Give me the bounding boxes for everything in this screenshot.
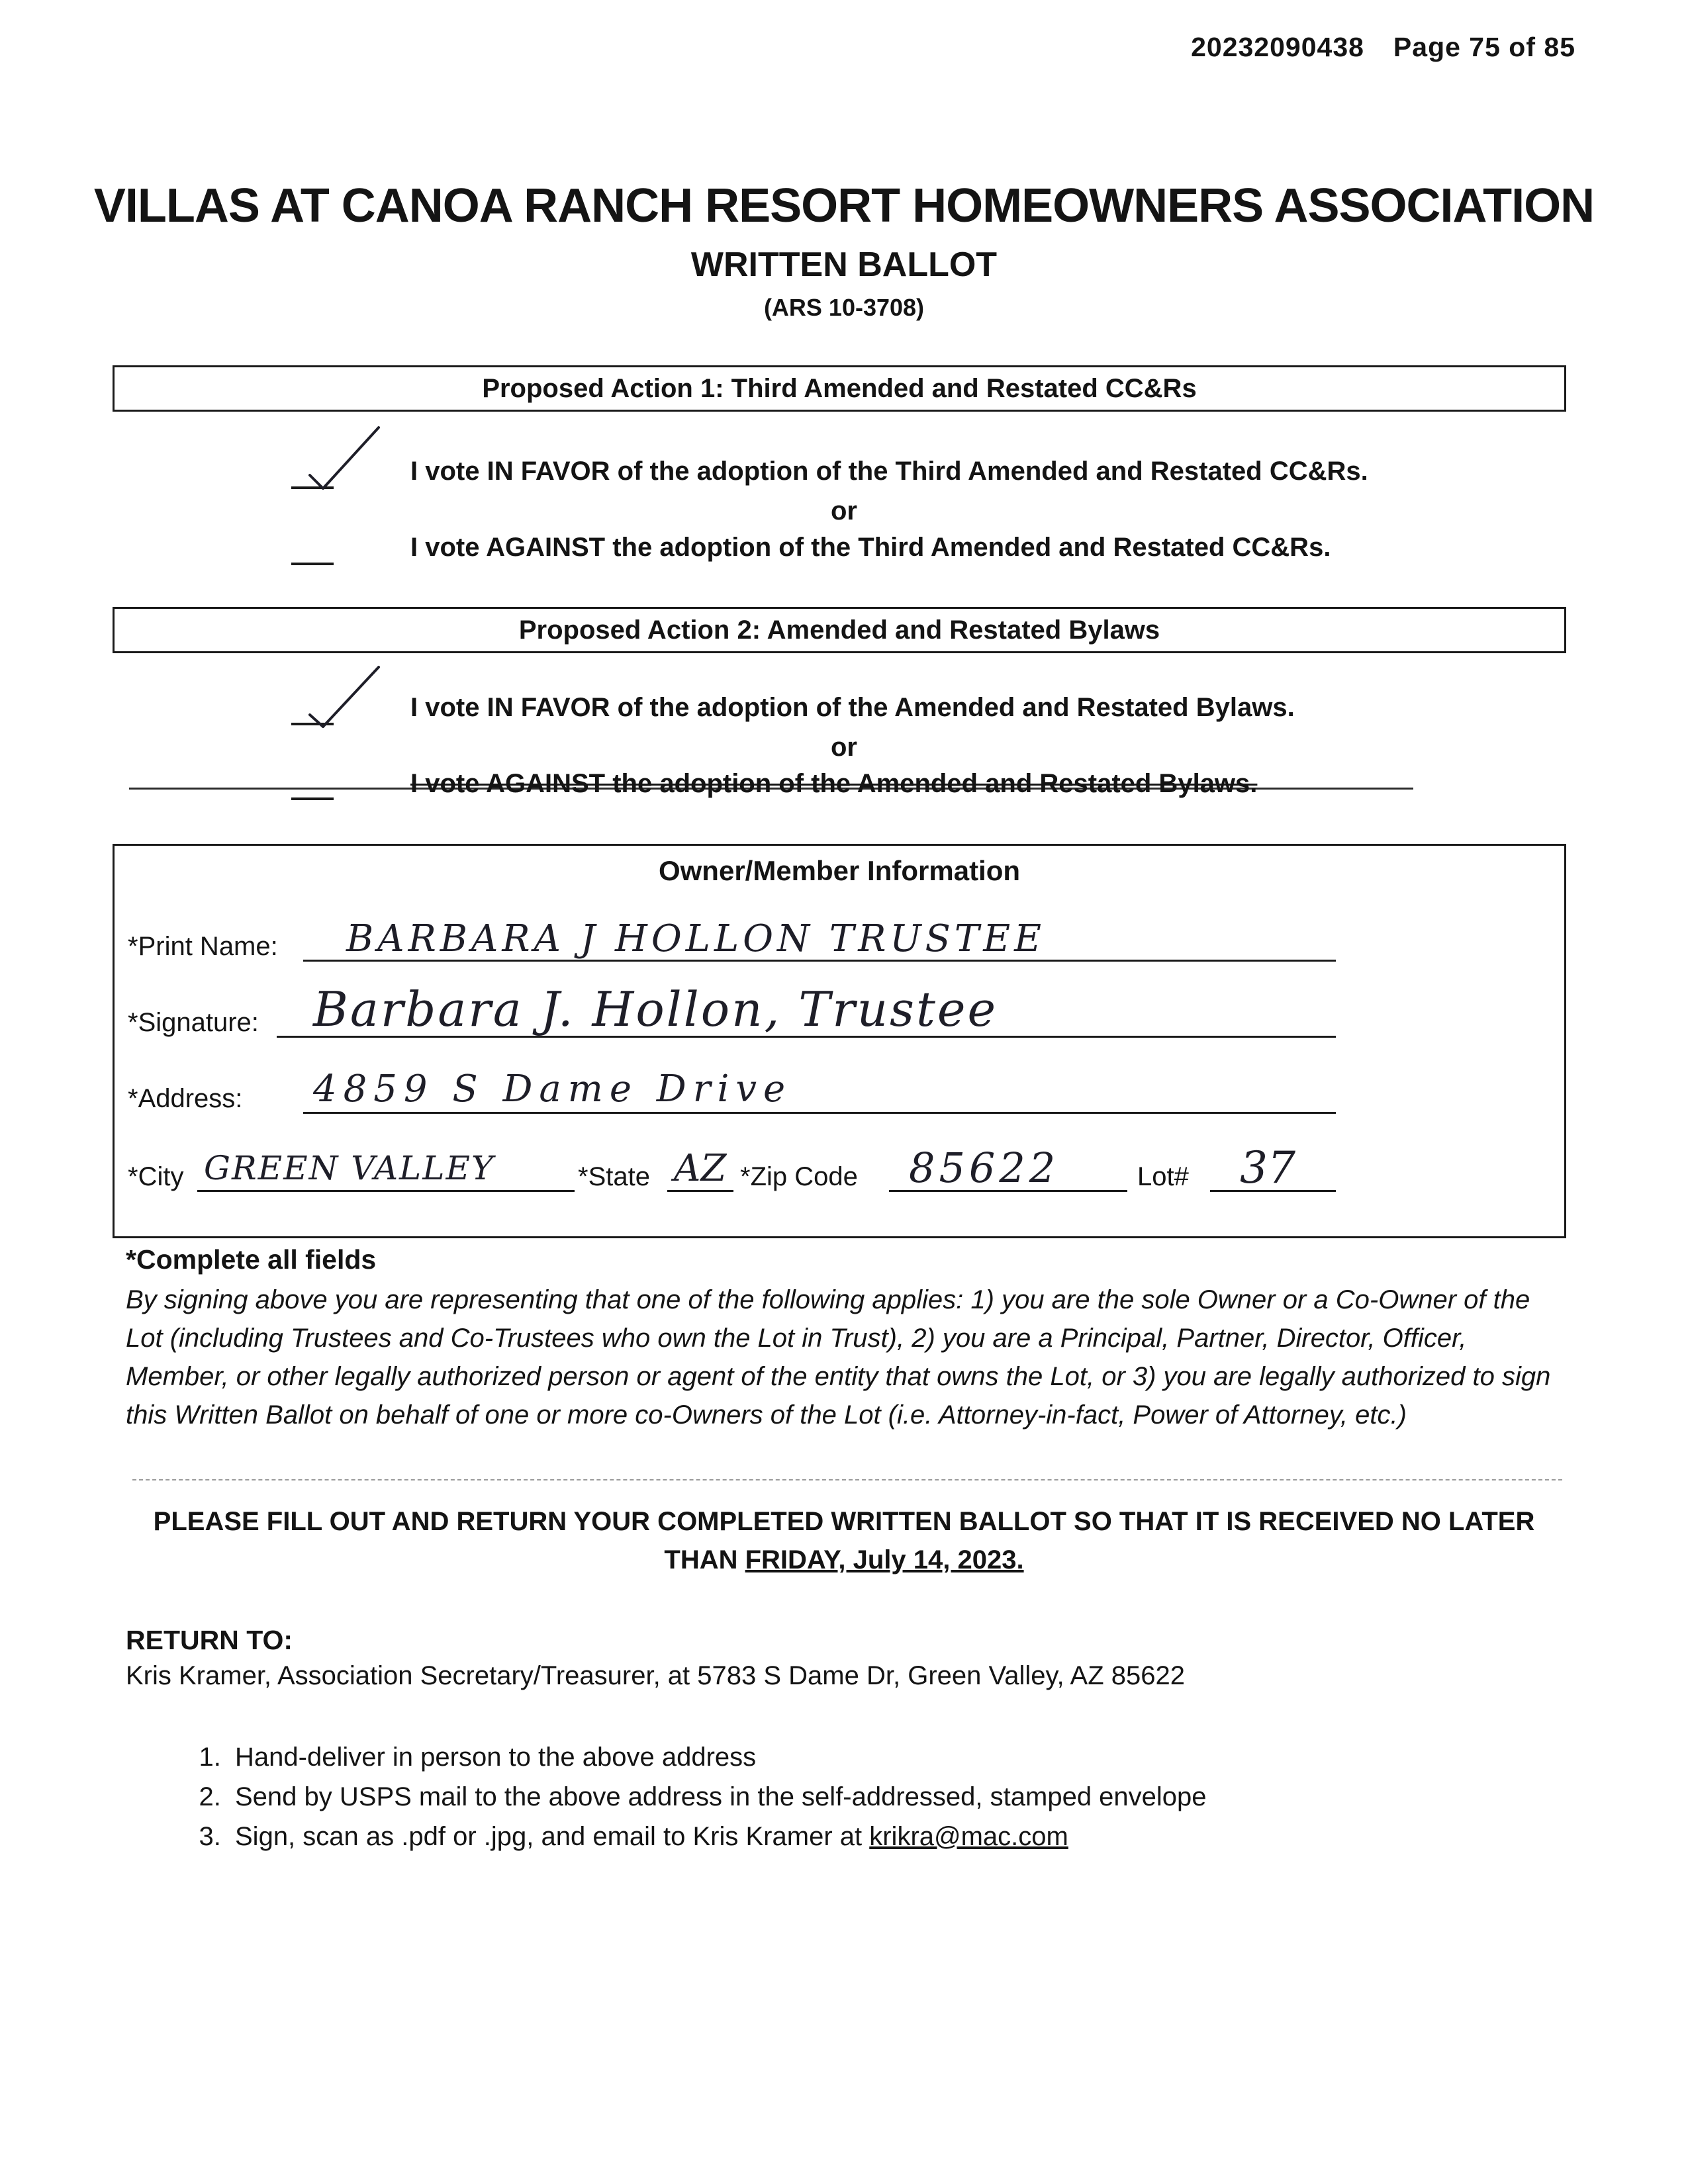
state-field[interactable]: AZ (674, 1147, 727, 1190)
page-number: Page 75 of 85 (1393, 32, 1575, 62)
zip-field[interactable]: 85622 (909, 1144, 1060, 1192)
owner-info-box (113, 844, 1566, 1238)
action1-favor-option: I vote IN FAVOR of the adoption of the Third Amended and Restated CC&Rs. (410, 457, 1368, 486)
city-line (197, 1190, 575, 1192)
action2-or: or (831, 733, 857, 762)
action1-or: or (831, 496, 857, 525)
ballot-title: WRITTEN BALLOT (690, 246, 998, 284)
statute-reference: (ARS 10-3708) (763, 294, 925, 321)
print-name-label: *Print Name: (128, 932, 278, 961)
association-title: VILLAS AT CANOA RANCH RESORT HOMEOWNERS ASSOCIATION (93, 179, 1595, 232)
deadline-line1: PLEASE FILL OUT AND RETURN YOUR COMPLETED WRITTEN BALLOT SO THAT IT IS RECEIVED NO LATER (153, 1507, 1535, 1536)
return-methods-list (179, 1737, 1207, 1856)
action1-against-blank[interactable] (291, 563, 334, 565)
return-method-item (228, 1817, 1207, 1856)
return-to-heading: RETURN TO: (126, 1625, 293, 1655)
checkmark-icon (291, 662, 384, 735)
legal-representation-text: By signing above you are representing that one of the following applies: 1) you are the sole Owner or a Co-Owner of the Lot (including Trustees and Co-Trustees who own the Lot in Trust), 2) you are a Principal, Partner, Director, Officer, Member, or other legally authorized person or agent of the entity that owns the Lot, or 3) you are legally authorized to sign this Written Ballot on behalf of one or more co-Owners of the Lot (i.e. Attorney-in-fact, Power of Attorney, etc.) (126, 1285, 1551, 1430)
signature-field[interactable]: Barbara J. Hollon, Trustee (313, 981, 998, 1037)
city-label: *City (128, 1162, 184, 1191)
lot-label: Lot# (1137, 1162, 1189, 1191)
complete-all-fields-note: *Complete all fields (126, 1244, 377, 1275)
action1-heading: Proposed Action 1: Third Amended and Restated CC&Rs (113, 365, 1566, 412)
address-field[interactable]: 4859 S Dame Drive (313, 1068, 792, 1111)
return-address: Kris Kramer, Association Secretary/Treasurer, at 5783 S Dame Dr, Green Valley, AZ 85622 (126, 1661, 1185, 1690)
return-method-item: 2. Send by USPS mail to the above address in the self-addressed, stamped envelope (228, 1777, 1207, 1817)
return-method-item: 1. Hand-deliver in person to the above address (228, 1737, 1207, 1777)
lot-field[interactable]: 37 (1240, 1142, 1295, 1193)
signature-label: *Signature: (128, 1008, 259, 1037)
deadline-prefix: THAN (664, 1545, 745, 1574)
print-name-field[interactable]: BARBARA J HOLLON TRUSTEE (346, 917, 1046, 960)
deadline-line2 (0, 1541, 1688, 1579)
address-label: *Address: (128, 1084, 243, 1113)
action2-favor-option: I vote IN FAVOR of the adoption of the Amended and Restated Bylaws. (410, 693, 1295, 722)
owner-info-heading: Owner/Member Information (658, 855, 1021, 886)
zip-label: *Zip Code (740, 1162, 858, 1191)
section-divider (132, 1479, 1562, 1480)
deadline-notice (0, 1502, 1688, 1579)
document-stamp (1191, 32, 1575, 63)
document-number: 20232090438 (1191, 32, 1364, 62)
city-field[interactable]: GREEN VALLEY (204, 1149, 494, 1187)
action2-against-blank[interactable] (291, 797, 334, 800)
checkmark-icon (291, 424, 384, 496)
state-line (667, 1190, 733, 1192)
address-line (303, 1112, 1336, 1114)
email-method-text: Sign, scan as .pdf or .jpg, and email to Kris Kramer at (235, 1822, 870, 1851)
email-link[interactable]: krikra@mac.com (869, 1822, 1068, 1851)
action2-against-option: I vote AGAINST the adoption of the Amended and Restated Bylaws. (410, 769, 1258, 798)
deadline-date: FRIDAY, July 14, 2023. (745, 1545, 1024, 1574)
action2-heading: Proposed Action 2: Amended and Restated Bylaws (113, 607, 1566, 653)
state-label: *State (578, 1162, 650, 1191)
action1-against-option: I vote AGAINST the adoption of the Third Amended and Restated CC&Rs. (410, 533, 1331, 562)
